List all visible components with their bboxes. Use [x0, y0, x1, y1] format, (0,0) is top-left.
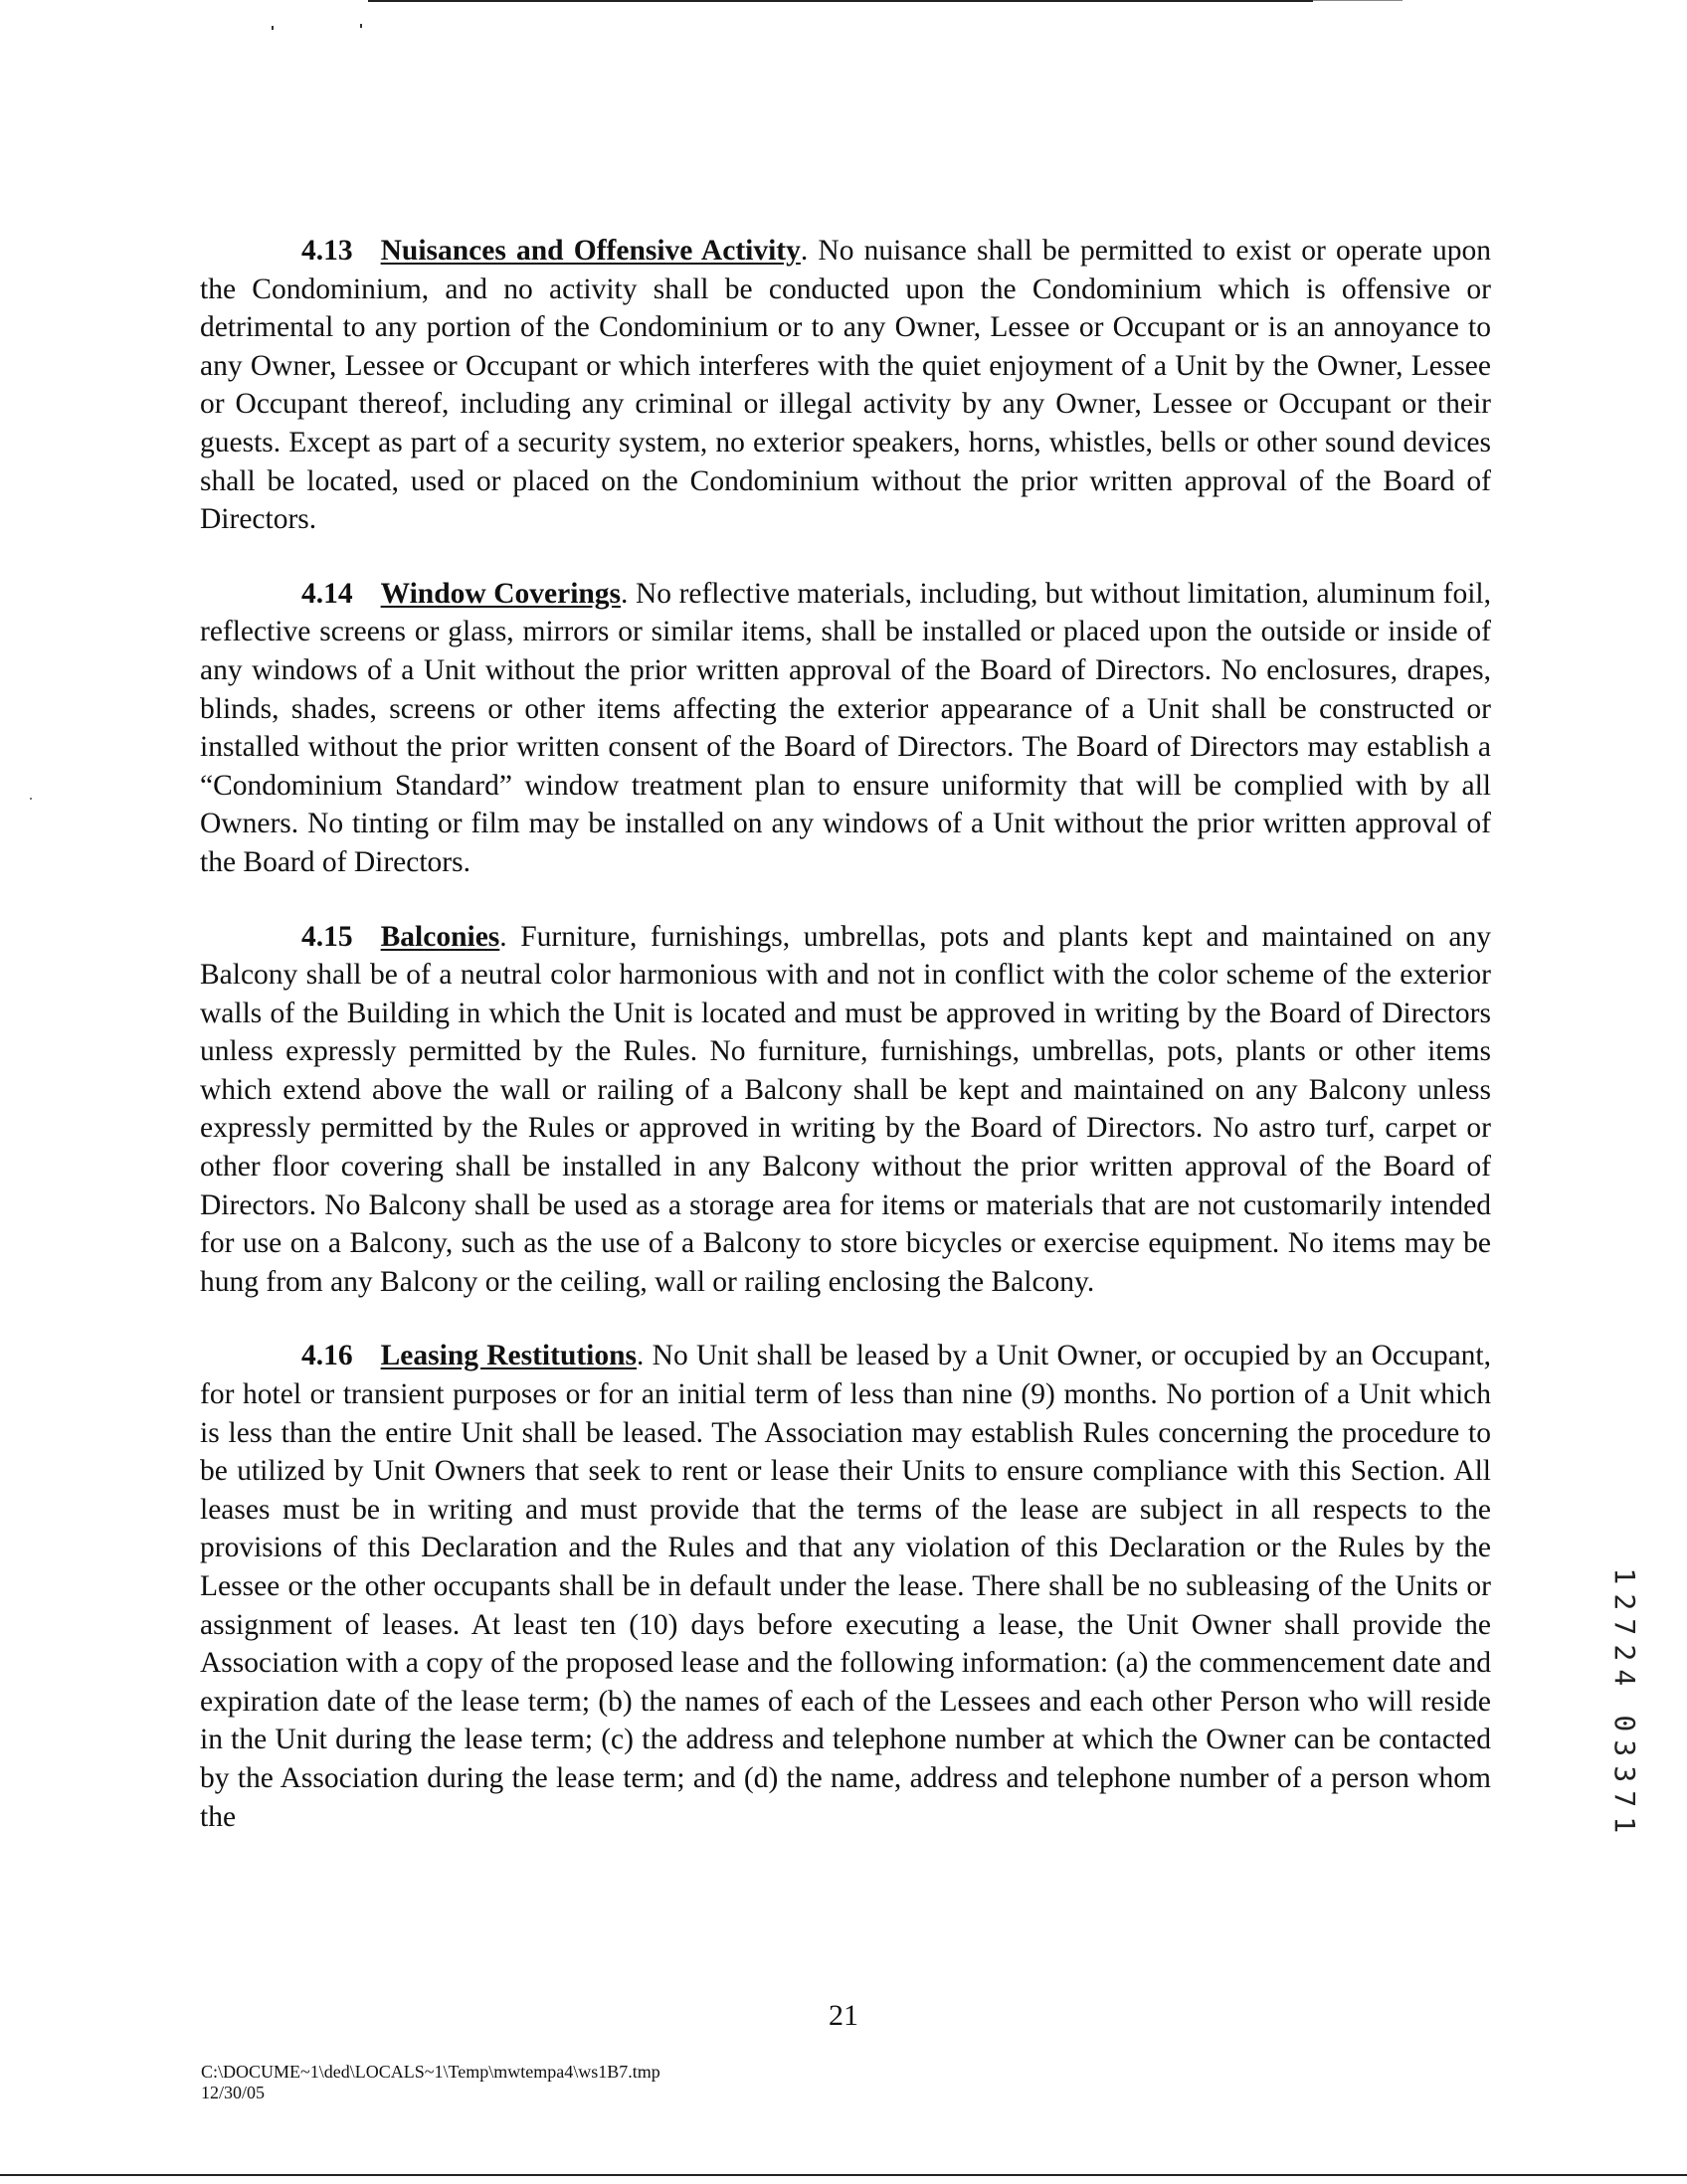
section-4-15 — [200, 918, 1491, 1302]
section-text: . Furniture, furnishings, umbrellas, pots and plants kept and maintained on any Balcony shall be of a neutral color harmonious with and not in conflict with the color scheme of the exterior walls of the Building in which the Unit is located and must be approved in writing by the Board of Directors unless expressly permitted by the Rules. No furniture, furnishings, umbrellas, pots, plants or other items which extend above the wall or railing of a Balcony shall be kept and maintained on any Balcony unless expressly permitted by the Rules or approved in writing by the Board of Directors. No astro turf, carpet or other floor covering shall be installed in any Balcony without the prior written approval of the Board of Directors. No Balcony shall be used as a storage area for items or materials that are not customarily intended for use on a Balcony, such as the use of a Balcony to store bicycles or exercise equipment. No items may be hung from any Balcony or the ceiling, wall or railing enclosing the Balcony. — [200, 920, 1491, 1298]
scan-speck — [30, 798, 32, 800]
section-text: . No Unit shall be leased by a Unit Owner, or occupied by an Occupant, for hotel or transient purposes or for an initial term of less than nine (9) months. No portion of a Unit which is less than the entire Unit shall be leased. The Association may establish Rules concerning the procedure to be utilized by Unit Owners that seek to rent or lease their Units to ensure compliance with this Section. All leases must be in writing and must provide that the terms of the lease are subject in all respects to the provisions of this Declaration and the Rules and that any violation of this Declaration or the Rules by the Lessee or the other occupants shall be in default under the lease. There shall be no subleasing of the Units or assignment of leases. At least ten (10) days before executing a lease, the Unit Owner shall provide the Association with a copy of the proposed lease and the following information: (a) the commencement date and expiration date of the lease term; (b) the names of each of the Lessees and each other Person who will reside in the Unit during the lease term; (c) the address and telephone number at which the Owner can be contacted by the Association during the lease term; and (d) the name, address and telephone number of a person whom the — [200, 1340, 1491, 1833]
section-number: 4.16 — [301, 1340, 353, 1372]
stamp-digit: 1 — [1607, 1567, 1641, 1585]
stamp-digit: 1 — [1607, 1815, 1641, 1833]
stamp-digit: 0 — [1607, 1714, 1641, 1731]
stamp-digit: 3 — [1607, 1739, 1641, 1757]
top-scan-rule-tail — [1313, 0, 1403, 1]
stamp-digit: 7 — [1607, 1790, 1641, 1808]
section-title: Balconies — [380, 920, 500, 953]
section-text: . No nuisance shall be permitted to exist or operate upon the Condominium, and no activity shall be conducted upon the Condominium which is offensive or detrimental to any portion of the Condominium or to any Owner, Lessee or Occupant or is an annoyance to any Owner, Lessee or Occupant or which interferes with the quiet enjoyment of a Unit by the Owner, Lessee or Occupant thereof, including any criminal or illegal activity by any Owner, Lessee or Occupant or their guests. Except as part of a security system, no exterior speakers, horns, whistles, bells or other sound devices shall be located, used or placed on the Condominium without the prior written approval of the Board of Directors. — [200, 235, 1491, 536]
section-title: Leasing Restitutions — [380, 1340, 638, 1372]
stamp-digit: 2 — [1607, 1643, 1641, 1661]
bottom-scan-rule — [0, 2174, 1687, 2176]
document-footer — [201, 2062, 660, 2103]
section-4-13 — [200, 232, 1491, 539]
section-text: . No reflective materials, including, but without limitation, aluminum foil, reflective screens or glass, mirrors or similar items, shall be installed or placed upon the outside or inside of any windows of a Unit without the prior written approval of the Board of Directors. No enclosures, drapes, blinds, shades, screens or other items affecting the exterior appearance of a Unit shall be constructed or installed without the prior written consent of the Board of Directors. The Board of Directors may establish a “Condominium Standard” window treatment plan to ensure uniformity that will be complied with by all Owners. No tinting or film may be installed on any windows of a Unit without the prior written approval of the Board of Directors. — [200, 577, 1491, 878]
page-number: 21 — [829, 1999, 858, 2032]
scan-speck — [360, 24, 362, 28]
stamp-digit: 7 — [1607, 1618, 1641, 1636]
stamp-digit: 4 — [1607, 1669, 1641, 1687]
section-number: 4.15 — [301, 920, 353, 953]
recording-stamp — [1608, 1563, 1642, 1837]
document-body — [200, 232, 1491, 1872]
section-title: Nuisances and Offensive Activity — [380, 235, 801, 267]
section-number: 4.13 — [301, 235, 353, 267]
section-4-16 — [200, 1337, 1491, 1836]
stamp-digit: 3 — [1607, 1764, 1641, 1782]
stamp-digit: 2 — [1607, 1592, 1641, 1610]
section-4-14 — [200, 575, 1491, 882]
scan-speck — [272, 26, 274, 30]
footer-file-path: C:\DOCUME~1\ded\LOCALS~1\Temp\mwtempa4\ws1B7.tmp — [201, 2062, 660, 2082]
footer-date: 12/30/05 — [201, 2083, 266, 2102]
section-number: 4.14 — [301, 577, 353, 610]
top-scan-rule — [368, 0, 1313, 2]
section-title: Window Coverings — [380, 577, 622, 610]
